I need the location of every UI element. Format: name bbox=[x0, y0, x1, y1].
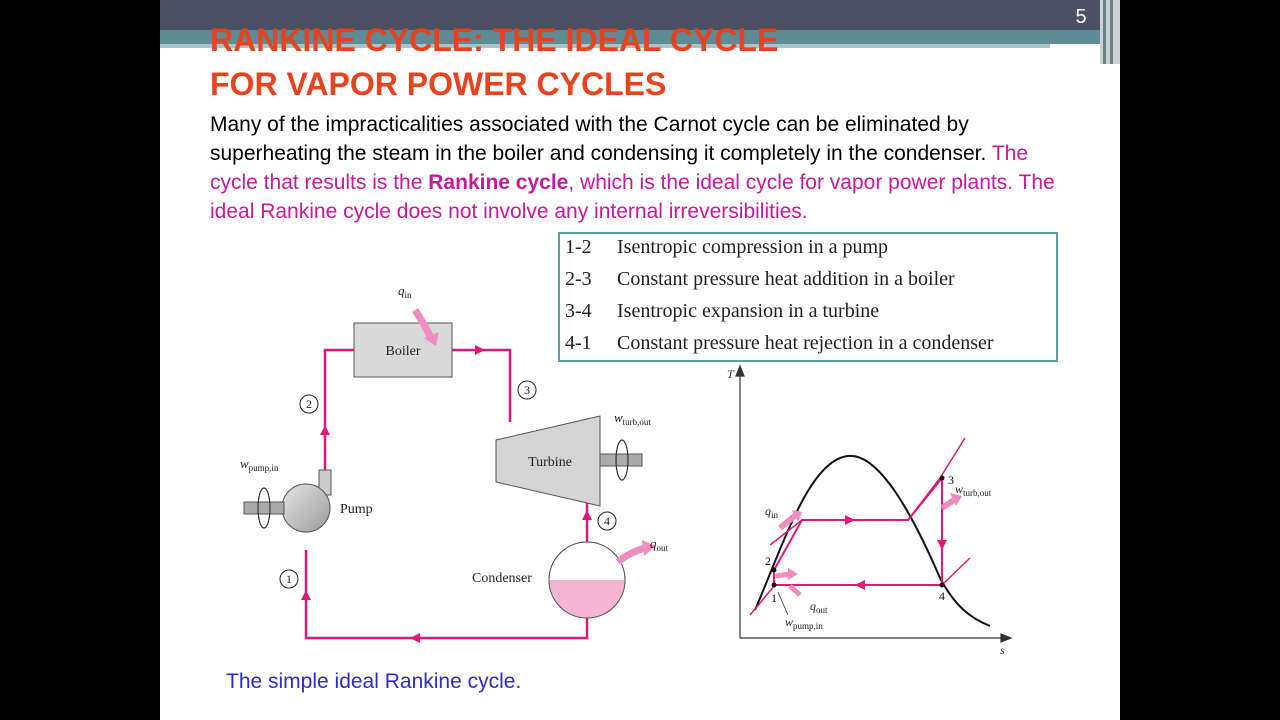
ts-axes bbox=[736, 366, 1011, 642]
slide-number: 5 bbox=[1075, 6, 1087, 28]
slide bbox=[160, 0, 1120, 720]
process-step: 1-2 Isentropic compression in a pump bbox=[565, 236, 889, 258]
boiler-label: Boiler bbox=[385, 344, 421, 359]
pump-label: Pump bbox=[340, 502, 373, 517]
body-magenta-after: , which is the ideal cycle for vapor power plants. The ideal Rankine cycle does not involve any internal irreversibilities. bbox=[210, 171, 1055, 223]
ts-w-turb: $w_{turb,out}$ bbox=[955, 482, 992, 498]
ts-diagram bbox=[727, 360, 1020, 660]
condenser-liquid bbox=[548, 580, 628, 620]
svg-text:4: 4 bbox=[604, 514, 610, 528]
ts-w-pump: $w_{pump,in}$ bbox=[785, 615, 823, 631]
slide-corner-stripe bbox=[1103, 0, 1106, 64]
slide-corner-stripe bbox=[1110, 0, 1113, 64]
svg-text:1: 1 bbox=[771, 591, 777, 605]
schematic-q-out: $q_{out}$ bbox=[650, 536, 669, 553]
body-magenta-bold: Rankine cycle bbox=[428, 171, 569, 194]
svg-text:3: 3 bbox=[524, 383, 530, 397]
ts-axis-t-label: T bbox=[727, 367, 734, 381]
heat-out-arrow bbox=[618, 548, 645, 562]
ts-flow-arrows bbox=[845, 515, 947, 590]
title-line-1: RANKINE CYCLE: THE IDEAL CYCLE bbox=[210, 22, 779, 58]
pump-shaft bbox=[244, 502, 284, 514]
slide-title bbox=[210, 18, 930, 106]
condenser-label: Condenser bbox=[472, 571, 532, 586]
ts-pump-work-arrow bbox=[776, 574, 790, 576]
ts-q-in: $q_{in}$ bbox=[765, 504, 779, 520]
ts-axis-s-label: s bbox=[1000, 643, 1005, 657]
process-step: 2-3 Constant pressure heat addition in a boiler bbox=[565, 268, 955, 290]
body-black-text: Many of the impracticalities associated with the Carnot cycle can be eliminated by superheating the steam in the boiler and condensing it completely in the condenser. bbox=[210, 113, 987, 165]
ts-cycle bbox=[774, 478, 942, 585]
ts-q-out: $q_{out}$ bbox=[810, 599, 828, 615]
svg-text:2: 2 bbox=[306, 397, 312, 411]
cycle-piping bbox=[306, 350, 587, 638]
turbine-shaft bbox=[600, 454, 642, 466]
svg-text:3: 3 bbox=[948, 473, 954, 487]
svg-text:4: 4 bbox=[939, 589, 945, 603]
body-paragraph bbox=[210, 110, 1060, 226]
svg-text:1: 1 bbox=[286, 572, 292, 586]
turbine-label: Turbine bbox=[528, 455, 572, 470]
title-line-2: FOR VAPOR POWER CYCLES bbox=[210, 66, 667, 102]
pump-body bbox=[282, 484, 330, 532]
schematic-w-pump: $w_{pump,in}$ bbox=[240, 456, 279, 473]
figure-caption: The simple ideal Rankine cycle. bbox=[226, 670, 522, 693]
schematic-q-in: $q_{in}$ bbox=[398, 283, 412, 300]
process-step: 4-1 Constant pressure heat rejection in a condenser bbox=[565, 332, 994, 354]
isobar-high bbox=[770, 438, 965, 545]
body-magenta-before: The cycle that results is the bbox=[210, 142, 1028, 194]
schematic-w-turb: $w_{turb,out}$ bbox=[614, 410, 651, 427]
process-step: 3-4 Isentropic expansion in a turbine bbox=[565, 300, 880, 322]
svg-text:2: 2 bbox=[765, 554, 771, 568]
ts-turbine-work-arrow bbox=[942, 500, 954, 508]
rankine-schematic bbox=[220, 270, 780, 660]
ts-heat-out-arrow bbox=[790, 586, 800, 595]
